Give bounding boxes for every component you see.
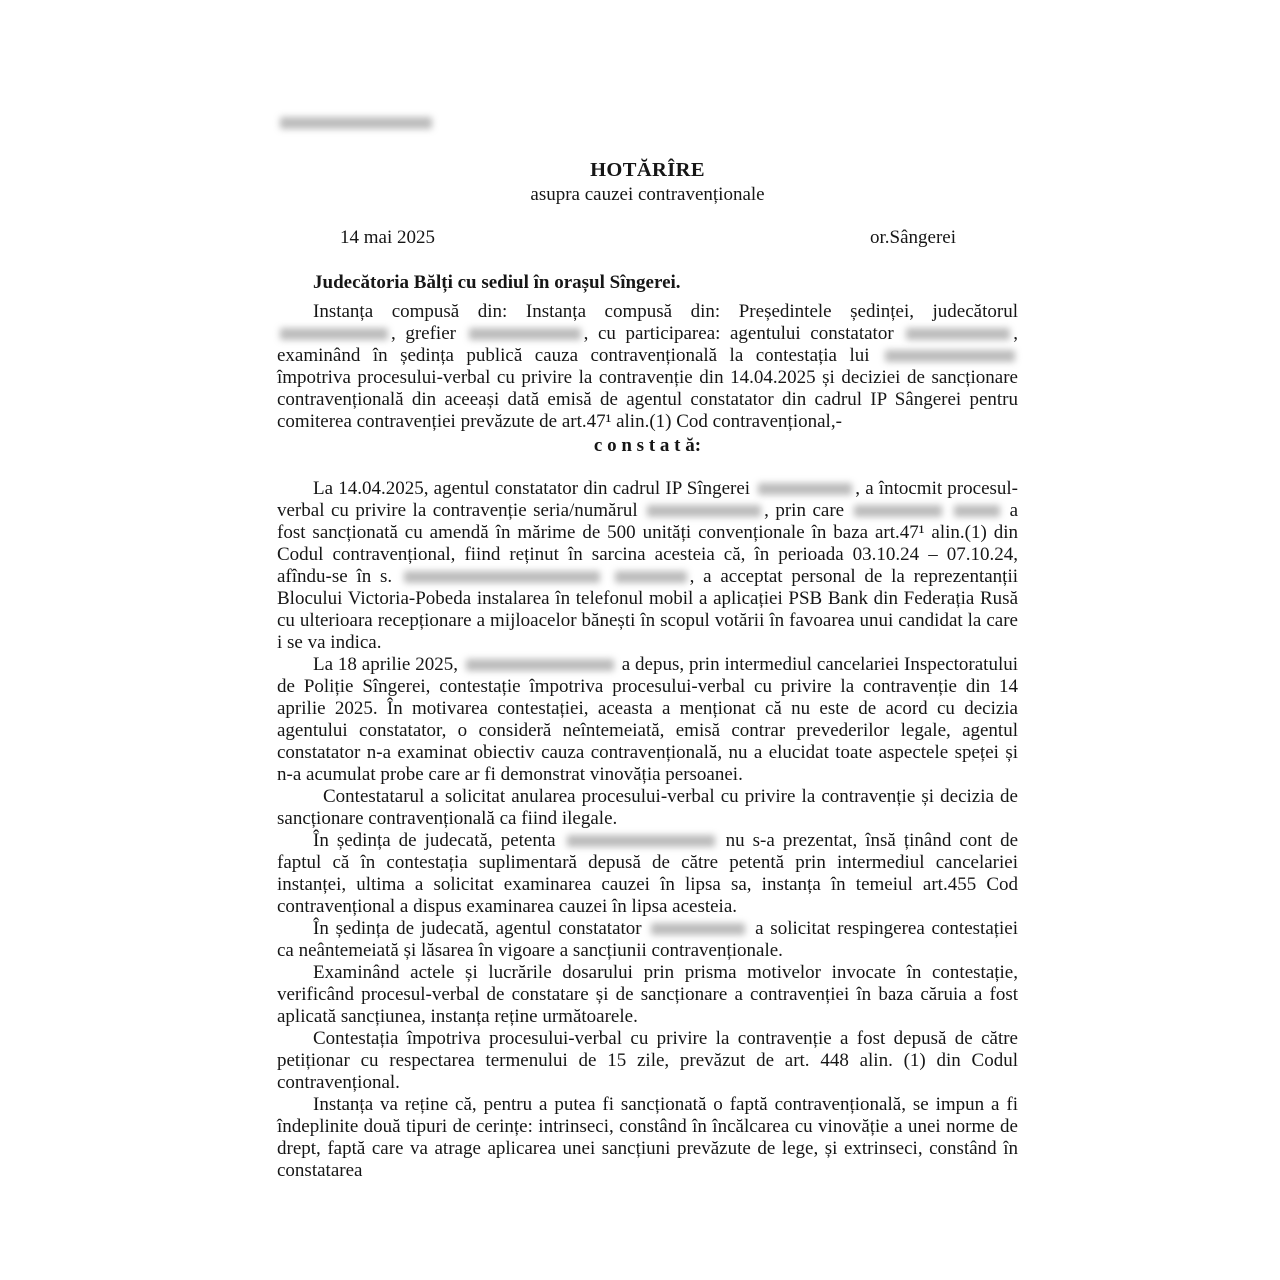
redacted-report-number xyxy=(647,505,761,517)
composition-text-4: , examinând în ședința publică cauza contravențională la contestația lui xyxy=(277,323,1019,366)
constata-heading: c o n s t a t ă: xyxy=(593,435,702,456)
hearing-agent-text-2: a solicitat respingerea contestației ca neântemeiată și lăsarea în vigoare a sancțiunii contravenționale. xyxy=(277,918,1019,961)
court-heading: Judecătoria Bălți cu sediul în orașul Sîngerei. xyxy=(313,272,681,293)
redacted-village-name xyxy=(404,571,600,583)
hearing-petitioner-text-2: nu s-a prezentat, însă ținând cont de faptul că în contestația suplimentară depusă de către petentă prin intermediul cancelariei instanței, ultima a solicitat examinarea cauzei în lipsa sa, instanța în temeiul art.455 Cod contravențional a dispus examinarea cauzei în lipsa acesteia. xyxy=(277,830,1019,917)
paragraph-contestation xyxy=(277,654,1018,786)
date-line xyxy=(277,227,1018,249)
paragraph-hearing-agent xyxy=(277,918,1018,962)
contestation-text-1: La 18 aprilie 2025, xyxy=(313,654,458,675)
redacted-petitioner-surname xyxy=(854,505,942,517)
term-text: Contestația împotriva procesului-verbal cu privire la contravenție a fost depusă de către petiționar cu respectarea termenului de 15 zile, prevăzut de art. 448 alin. (1) din Codul contravențional. xyxy=(277,1028,1018,1093)
paragraph-facts xyxy=(277,478,1018,654)
paragraph-term xyxy=(277,1028,1018,1094)
composition-text-5: împotriva procesului-verbal cu privire la contravenție din 14.04.2025 și deciziei de sancționare contravențională din aceeași dată emisă de agentul constatator din cadrul IP Sângerei pentru comiterea contravenției prevăzute de art.47¹ alin.(1) Cod contravențional,- xyxy=(277,367,1018,432)
redacted-agent-name-3 xyxy=(651,923,745,935)
redacted-agent-name xyxy=(906,328,1010,340)
paragraph-request xyxy=(277,786,1018,830)
composition-text-2: , grefier xyxy=(391,323,456,344)
composition-text-3: , cu participarea: agentului constatator xyxy=(583,323,894,344)
facts-text-3: , prin care xyxy=(764,500,845,521)
facts-text-2: , a întocmit procesul-verbal cu privire la contravenție seria/numărul xyxy=(277,478,1019,521)
redacted-agent-name-2 xyxy=(758,483,852,495)
paragraph-hearing-petitioner xyxy=(277,830,1018,918)
paragraph-examination xyxy=(277,962,1018,1028)
redacted-case-number xyxy=(280,117,432,129)
legal-reasoning-text: Instanța va reține că, pentru a putea fi sancționată o faptă contravențională, se impun a fi îndeplinite două tipuri de cerințe: intrinseci, constând în încălcarea cu vinovăție a unei norme de drept, faptă care va atrage aplicarea unei sancțiuni prevăzute de lege, și extrinseci, constând în constatarea xyxy=(277,1094,1018,1181)
facts-text-5: , a acceptat personal de la reprezentanții Blocului Victoria-Pobeda instalarea în telefonul mobil a aplicației PSB Bank din Federația Rusă cu ulterioara recepționare a mijloacelor bănești în scopul votării în favoarea unui candidat la care i se va indica. xyxy=(277,566,1019,653)
request-text: Contestatarul a solicitat anularea procesului-verbal cu privire la contravenție și decizia de sancționare contravențională ca fiind ilegale. xyxy=(277,786,1018,829)
document-subtitle: asupra cauzei contravenționale xyxy=(530,184,765,205)
document-body xyxy=(277,117,1018,1182)
hearing-agent-text-1: În ședința de judecată, agentul constatator xyxy=(313,918,642,939)
examination-text: Examinând actele și lucrările dosarului prin prisma motivelor invocate în contestație, verificând procesul-verbal de constatare și de sancționare a contravenției în baza căruia a fost aplicată sancțiunea, instanța reține următoarele. xyxy=(277,962,1018,1027)
redacted-petitioner-firstname xyxy=(954,505,1000,517)
paragraph-court-composition xyxy=(277,301,1018,433)
redacted-petitioner-name xyxy=(885,350,1015,362)
document-title: HOTĂRÎRE xyxy=(590,159,705,181)
facts-text-4: a fost sancționată cu amendă în mărime de 500 unități convenționale în baza art.47¹ alin.(1) din Codul contravențional, fiind reținut în sarcina acesteia că, în perioada 03.10.24 – 07.10.24, afîndu-se în s. xyxy=(277,500,1019,587)
redacted-petitioner-name-3 xyxy=(567,835,715,847)
redacted-district-name xyxy=(615,571,687,583)
decision-location: or.Sângerei xyxy=(869,227,956,248)
redacted-petitioner-name-2 xyxy=(466,659,614,671)
redacted-judge-name xyxy=(280,328,388,340)
decision-date: 14 mai 2025 xyxy=(340,227,435,248)
hearing-petitioner-text-1: În ședința de judecată, petenta xyxy=(313,830,556,851)
contestation-text-2: a depus, prin intermediul cancelariei Inspectoratului de Poliție Sîngerei, contestație împotriva procesului-verbal cu privire la contravenție din 14 aprilie 2025. În motivarea contestației, aceasta a menționat că nu este de acord cu decizia agentului constatator, o consideră neîntemeiată, emisă contrar prevederilor legale, agentul constatator n-a examinat obiectiv cauza contravențională, nu a elucidat toate aspectele speței și n-a acumulat probe care ar fi demonstrat vinovăția persoanei. xyxy=(277,654,1018,785)
facts-text-1: La 14.04.2025, agentul constatator din cadrul IP Sîngerei xyxy=(313,478,751,499)
redacted-clerk-name xyxy=(469,328,581,340)
paragraph-legal-reasoning xyxy=(277,1094,1018,1182)
composition-text-1: Instanța compusă din: Instanța compusă din: Președintele ședinței, judecătorul xyxy=(313,301,1018,322)
